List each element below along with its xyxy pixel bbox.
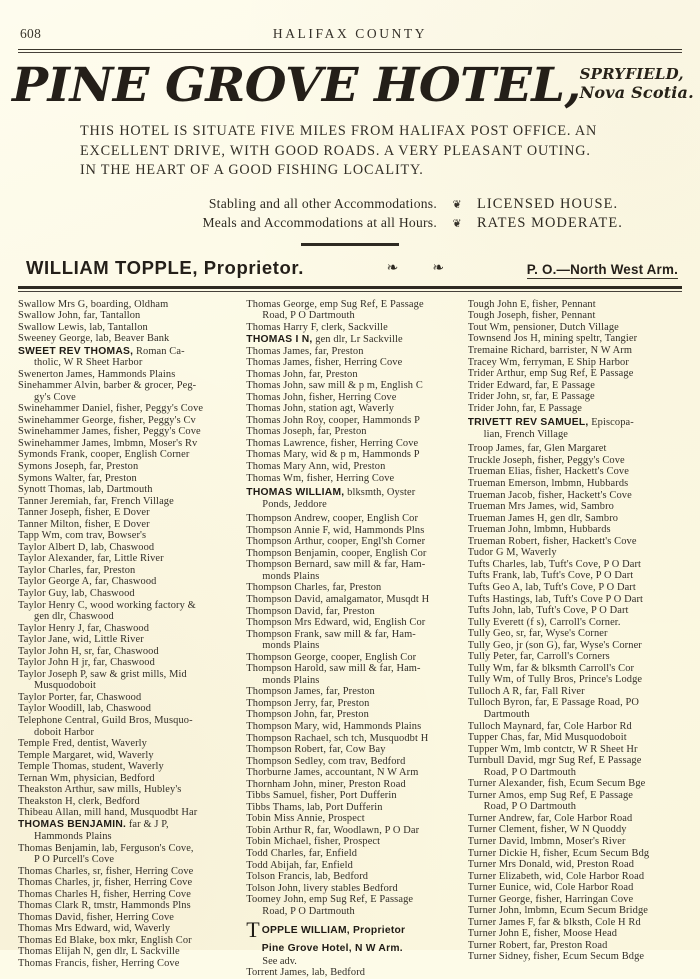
directory-entry: Taylor Joseph P, saw & grist mills, Mid Musquodoboit xyxy=(18,669,232,692)
directory-entry: Swinehammer James, lmbmn, Moser's Rv xyxy=(18,437,198,449)
directory-entry: Tobin Michael, fisher, Prospect xyxy=(246,836,381,848)
directory-entry: Thompson Harold, saw mill & far, Ham- monds Plains xyxy=(246,663,453,686)
directory-entry: Symonds Frank, cooper, English Corner xyxy=(18,449,190,461)
directory-entry-continuation: gen dlr, Chaswood xyxy=(34,611,114,623)
directory-entry: Turner Mrs Donald, wid, Preston Road xyxy=(467,859,635,871)
directory-entry: Taylor Jane, wid, Little River xyxy=(18,634,144,646)
directory-entry: Tough Joseph, fisher, Pennant xyxy=(467,310,596,322)
directory-entry: Thompson Frank, saw mill & far, Ham- monds Plains xyxy=(246,629,453,652)
directory-entry: Thompson Bernard, saw mill & far, Ham- monds Plains xyxy=(246,559,453,582)
directory-entry: Tully Everett (f s), Carroll's Corner. xyxy=(467,616,621,628)
directory-entry: TRIVETT REV SAMUEL, Episcopa- lian, French Village xyxy=(468,417,675,440)
directory-entry: Tracey Wm, ferryman, E Ship Harbor xyxy=(467,356,629,368)
directory-entry: Trueman Jacob, fisher, Hackett's Cove xyxy=(467,489,632,501)
directory-entry: Thomas John, far, Preston xyxy=(246,368,358,380)
directory-entry: Thomas Joseph, far, Preston xyxy=(246,426,367,438)
directory-entry: Thompson Benjamin, cooper, English Cor xyxy=(246,547,427,559)
directory-entry: Symons Walter, far, Preston xyxy=(18,472,137,484)
directory-entry: Thomas Wm, fisher, Herring Cove xyxy=(246,472,395,484)
see-advertisement-note: See adv. xyxy=(262,956,297,968)
directory-entry: Taylor Charles, far, Preston xyxy=(18,564,136,576)
directory-entry: Tufts John, lab, Tuft's Cove, P O Dart xyxy=(467,605,629,617)
directory-entry: Taylor Alexander, far, Little River xyxy=(18,553,164,565)
drop-cap-initial: T xyxy=(246,917,260,943)
directory-entry-name-bold: THOMAS I N, xyxy=(246,333,313,345)
advertisement-description-line: EXCELLENT DRIVE, WITH GOOD ROADS. A VERY PLEASANT OUTING. xyxy=(80,142,591,159)
directory-entry-continuation: Musquodoboit xyxy=(34,680,97,692)
directory-entry: Thomas Clark R, tmstr, Hammonds Plns xyxy=(18,900,191,912)
directory-entry-continuation: Ponds, Jeddore xyxy=(262,498,327,510)
advertisement-location xyxy=(580,66,694,109)
directory-entry: Thomas Charles, jr, fisher, Herring Cove xyxy=(18,877,193,889)
directory-entry: Temple Fred, dentist, Waverly xyxy=(18,738,147,750)
directory-entry: Troop James, far, Glen Margaret xyxy=(467,443,607,455)
directory-entry: Taylor Guy, lab, Chaswood xyxy=(18,588,135,599)
directory-entry: Thomas Charles, sr, fisher, Herring Cove xyxy=(18,865,194,877)
directory-entry: THOMAS I N, gen dlr, Lr Sackville xyxy=(246,333,403,345)
directory-entry: Thompson Mrs Edward, wid, English Cor xyxy=(246,617,426,629)
directory-entry: Thorburne James, accountant, N W Arm xyxy=(246,767,419,779)
advertisement-description-line: IN THE HEART OF A GOOD FISHING LOCALITY. xyxy=(80,162,424,179)
directory-entry: Thompson David, amalgamator, Musqdt H xyxy=(246,594,430,605)
directory-entry: Sinehammer Alvin, barber & grocer, Peg- gy's Cove xyxy=(18,380,232,403)
directory-entry: Swallow John, far, Tantallon xyxy=(18,310,141,322)
directory-entry: Telephone Central, Guild Bros, Musquo- doboit Harbor xyxy=(18,715,232,738)
directory-column-1 xyxy=(18,298,239,969)
directory-entry: Turner James F, far & blksth, Cole H Rd xyxy=(467,916,641,928)
directory-entry: Tupper Wm, lmb contctr, W R Sheet Hr xyxy=(467,743,638,755)
fleuron-ornament-icon: ❦ xyxy=(452,198,462,211)
directory-entry-continuation: Dartmouth xyxy=(483,708,530,720)
directory-entry: Thomas Benjamin, lab, Ferguson's Cove, P O Purcell's Cove xyxy=(18,843,232,866)
directory-entry: Turner John E, fisher, Moose Head xyxy=(467,928,618,940)
directory-entry: Thompson Mary, wid, Hammonds Plains xyxy=(246,721,422,733)
leaf-ornament-icon: ❧ xyxy=(386,260,399,276)
directory-entry: Turner Alexander, fish, Ecum Secum Bge xyxy=(467,778,646,790)
directory-entry: Thomas Mrs Edward, wid, Waverly xyxy=(18,923,171,935)
directory-entry: Tolson Francis, lab, Bedford xyxy=(246,871,369,883)
directory-entry: Turner Dickie H, fisher, Ecum Secum Bdg xyxy=(467,847,650,859)
leaf-ornament-icon: ❧ xyxy=(432,260,445,276)
directory-entry: Thomas John Roy, cooper, Hammonds P xyxy=(246,414,420,426)
directory-entry: Thomas Lawrence, fisher, Herring Cove xyxy=(246,437,419,449)
directory-entry: Swallow Lewis, lab, Tantallon xyxy=(18,321,148,333)
directory-entry: Temple Thomas, student, Waverly xyxy=(18,761,164,773)
directory-entry: Tanner Joseph, fisher, E Dover xyxy=(18,507,150,519)
directory-entry-continuation: Road, P O Dartmouth xyxy=(483,801,577,813)
advertisement-bottom-rule xyxy=(18,286,682,289)
directory-entry: Taylor Woodill, lab, Chaswood xyxy=(18,703,152,715)
directory-entry: Tufts Charles, lab, Tuft's Cove, P O Dart xyxy=(467,558,642,570)
directory-entry: Trueman James H, gen dlr, Sambro xyxy=(467,512,619,524)
directory-entry: Taylor Albert D, lab, Chaswood xyxy=(18,541,155,553)
directory-entry: Trider Edward, far, E Passage xyxy=(467,379,595,391)
directory-entry-continuation: monds Plains xyxy=(262,570,320,582)
directory-entry: Thomas George, emp Sug Ref, E Passage Road, P O Dartmouth xyxy=(246,299,453,322)
directory-entry-continuation: P O Purcell's Cove xyxy=(34,854,115,866)
directory-entry: Tulloch Byron, far, E Passage Road, PO Dartmouth xyxy=(468,697,675,720)
directory-entry: Thompson Arthur, cooper, Engl'sh Corner xyxy=(246,536,426,548)
directory-entry: Tanner Jeremiah, far, French Village xyxy=(18,495,174,507)
directory-entry: Turner David, lmbmn, Moser's River xyxy=(467,835,626,847)
directory-entry: Thomas James, fisher, Herring Cove xyxy=(246,357,403,369)
directory-entry: Turner John, lmbmn, Ecum Secum Bridge xyxy=(467,905,648,917)
directory-entry: Taylor Porter, far, Chaswood xyxy=(18,691,142,703)
directory-entry: Thomas John, saw mill & p m, English C xyxy=(246,380,423,392)
advertisement-location-province: Nova Scotia. xyxy=(579,83,694,103)
directory-entry-continuation: tholic, W R Sheet Harbor xyxy=(34,357,143,369)
directory-entry: Tudor G M, Waverly xyxy=(467,547,557,559)
directory-entry: Turner Clement, fisher, W N Quoddy xyxy=(467,824,627,836)
running-title: HALIFAX COUNTY xyxy=(272,26,428,41)
directory-entry: Toomey John, emp Sug Ref, E Passage Road, P O Dartmouth xyxy=(246,894,453,917)
directory-entry-dropcap xyxy=(246,917,453,968)
directory-entry: Tulloch A R, far, Fall River xyxy=(467,685,585,697)
directory-entry: Turner Sidney, fisher, Ecum Secum Bdge xyxy=(467,951,645,963)
directory-entry: Thompson David, far, Preston xyxy=(246,605,375,617)
directory-entry: Turnbull David, mgr Sug Ref, E Passage Road, P O Dartmouth xyxy=(468,755,675,778)
advertisement-term-right: LICENSED HOUSE. xyxy=(476,195,619,212)
post-office-address: P. O.—North West Arm. xyxy=(526,261,678,277)
directory-entry: Thomas Charles H, fisher, Herring Cove xyxy=(18,888,191,900)
directory-entry: Thomas Mary Ann, wid, Preston xyxy=(246,460,386,472)
advertisement-heading xyxy=(12,58,694,113)
directory-entry: Taylor John H, sr, far, Chaswood xyxy=(18,645,159,657)
directory-entry: Thomas John, fisher, Herring Cove xyxy=(246,391,397,403)
advertisement-title: PINE GROVE HOTEL, xyxy=(12,58,581,113)
directory-entry-continuation: doboit Harbor xyxy=(34,726,95,738)
directory-entry: Trueman Mrs James, wid, Sambro xyxy=(467,501,614,513)
directory-entry: THOMAS BENJAMIN. far & J P, Hammonds Plains xyxy=(18,819,232,842)
advertisement-bottom-rule-secondary xyxy=(18,291,682,292)
directory-entry: Thompson James, far, Preston xyxy=(246,686,375,698)
directory-entry: Tolson John, livery stables Bedford xyxy=(246,882,398,894)
proprietor-name: WILLIAM TOPPLE, Proprietor. xyxy=(26,256,304,278)
directory-entry-name-bold: THOMAS WILLIAM, xyxy=(246,487,345,499)
directory-entry: Trider John, far, E Passage xyxy=(467,402,583,414)
directory-entry: Thomas Harry F, clerk, Sackville xyxy=(246,321,388,333)
directory-entry: Tibbs Samuel, fisher, Port Dufferin xyxy=(246,790,397,802)
directory-entry: Taylor Henry C, wood working factory & gen dlr, Chaswood xyxy=(18,600,232,623)
directory-entry: Temple Margaret, wid, Waverly xyxy=(18,749,154,761)
directory-entry: Tapp Wm, com trav, Bowser's xyxy=(18,530,147,542)
directory-entry: Swenerton James, Hammonds Plains xyxy=(18,368,176,380)
advertisement-description xyxy=(18,122,682,181)
advertisement-location-town: SPRYFIELD, xyxy=(579,65,684,84)
directory-entry: THOMAS WILLIAM, blksmth, Oyster Ponds, Jeddore xyxy=(246,487,453,510)
directory-entry: Turner Elizabeth, wid, Cole Harbor Road xyxy=(467,870,645,882)
advertisement-term-left: Stabling and all other Accommodations. xyxy=(208,196,437,212)
footer-ornaments xyxy=(387,260,444,277)
directory-entry-continuation: Hammonds Plains xyxy=(34,830,112,842)
directory-entry: SWEET REV THOMAS, Roman Ca- tholic, W R Sheet Harbor xyxy=(18,346,232,369)
advertisement-term-left: Meals and Accommodations at all Hours. xyxy=(202,215,437,231)
directory-entry: Tough John E, fisher, Pennant xyxy=(467,298,596,310)
directory-columns xyxy=(18,298,682,979)
directory-entry: Thompson Andrew, cooper, English Cor xyxy=(246,513,419,525)
directory-entry: Tremaine Richard, barrister, N W Arm xyxy=(467,345,633,357)
directory-entry: Trueman John, lmbmn, Hubbards xyxy=(467,524,611,536)
directory-entry: Thomas Ed Blake, box mkr, English Cor xyxy=(18,934,192,946)
directory-entry: Tulloch Maynard, far, Cole Harbor Rd xyxy=(467,720,632,732)
directory-entry-continuation: monds Plains xyxy=(262,640,320,652)
directory-entry: Symons Joseph, far, Preston xyxy=(18,460,139,472)
directory-entry: Trider John, sr, far, E Passage xyxy=(467,391,595,403)
directory-entry: Thomas Francis, fisher, Herring Cove xyxy=(18,958,180,969)
directory-entry-name-bold: THOMAS BENJAMIN. xyxy=(18,819,127,831)
directory-entry: Thomas David, fisher, Herring Cove xyxy=(18,911,175,923)
directory-entry: Truckle Joseph, fisher, Peggy's Cove xyxy=(467,454,625,466)
directory-entry: Tully Peter, far, Carroll's Corners xyxy=(467,651,610,663)
page-folio-number: 608 xyxy=(20,26,42,41)
directory-entry: Theakston Arthur, saw mills, Hubley's xyxy=(18,784,182,796)
directory-entry: Synott Thomas, lab, Dartmouth xyxy=(18,484,153,496)
directory-entry: Thompson Charles, far, Preston xyxy=(246,582,382,594)
directory-entry: Taylor George A, far, Chaswood xyxy=(18,576,157,588)
directory-entry: Turner Amos, emp Sug Ref, E Passage Road, P O Dartmouth xyxy=(468,790,675,813)
directory-entry: Tully Wm, far & blksmth Carroll's Cor xyxy=(467,662,635,674)
directory-entry: Tobin Arthur R, far, Woodlawn, P O Dar xyxy=(246,824,420,836)
advertisement-description-line: THIS HOTEL IS SITUATE FIVE MILES FROM HALIFAX POST OFFICE. AN xyxy=(80,123,598,140)
directory-entry: Sweeney George, lab, Beaver Bank xyxy=(18,333,170,345)
directory-entry: Trueman Elias, fisher, Hackett's Cove xyxy=(467,466,629,478)
directory-entry: Taylor John H jr, far, Chaswood xyxy=(18,657,155,669)
directory-entry-name-bold: SWEET REV THOMAS, xyxy=(18,345,134,357)
directory-column-3 xyxy=(461,298,682,963)
directory-entry: Thompson Sedley, com trav, Bedford xyxy=(246,755,406,767)
advertisement-divider-rule xyxy=(301,243,399,246)
directory-entry: Torrent James, lab, Bedford xyxy=(246,967,366,979)
directory-entry-continuation: monds Plains xyxy=(262,674,320,686)
directory-entry: Tufts Frank, lab, Tuft's Cove, P O Dart xyxy=(467,570,634,582)
directory-entry: Thompson Jerry, far, Preston xyxy=(246,697,370,709)
directory-entry: Tupper Chas, far, Mid Musquodoboit xyxy=(467,732,627,744)
directory-entry: Tanner Milton, fisher, E Dover xyxy=(18,518,150,530)
directory-entry: Townsend Jos H, mining speltr, Tangier xyxy=(467,333,638,345)
directory-entry: Tufts Geo A, lab, Tuft's Cove, P O Dart xyxy=(467,581,636,593)
directory-entry: Thornham John, miner, Preston Road xyxy=(246,778,406,790)
directory-entry: Thomas Mary, wid & p m, Hammonds P xyxy=(246,449,420,461)
running-head xyxy=(18,0,682,40)
directory-entry: Turner George, fisher, Harringan Cove xyxy=(467,893,634,905)
directory-entry-continuation: gy's Cove xyxy=(34,391,76,403)
directory-column-2 xyxy=(239,298,460,979)
advertisement-footer xyxy=(18,257,682,279)
directory-entry: Swinehammer Daniel, fisher, Peggy's Cove xyxy=(18,403,204,415)
directory-entry: Thompson John, far, Preston xyxy=(246,709,369,721)
directory-entry: Thomas James, far, Preston xyxy=(246,345,364,357)
directory-entry: Ternan Wm, physician, Bedford xyxy=(18,772,155,784)
directory-entry: Turner Eunice, wid, Cole Harbor Road xyxy=(467,882,634,894)
directory-entry: Tibbs Thams, lab, Port Dufferin xyxy=(246,801,383,813)
directory-entry: Tout Wm, pensioner, Dutch Village xyxy=(467,321,619,333)
advertisement-term-right: RATES MODERATE. xyxy=(476,214,624,231)
directory-entry: Taylor Henry J, far, Chaswood xyxy=(18,622,150,634)
directory-entry: Tully Geo, jr (son G), far, Wyse's Corner xyxy=(467,639,642,651)
advertisement-terms xyxy=(18,196,682,232)
directory-entry: Trider Arthur, emp Sug Ref, E Passage xyxy=(467,368,634,380)
header-rule xyxy=(18,49,682,50)
directory-entry-continuation: lian, French Village xyxy=(483,428,568,440)
directory-entry-continuation: Road, P O Dartmouth xyxy=(483,766,577,778)
directory-entry: Tully Geo, sr, far, Wyse's Corner xyxy=(467,628,608,640)
directory-entry: Turner Robert, far, Preston Road xyxy=(467,939,608,951)
directory-entry-continuation: Road, P O Dartmouth xyxy=(262,905,355,917)
directory-entry: Swallow Mrs G, boarding, Oldham xyxy=(18,298,169,310)
directory-entry: Thibeau Allan, mill hand, Musquodbt Har xyxy=(18,807,198,819)
directory-entry: Thomas Elijah N, gen dlr, L Sackville xyxy=(18,946,180,958)
directory-entry: Thomas John, station agt, Waverly xyxy=(246,403,395,415)
directory-entry-dropcap-body: OPPLE WILLIAM, Proprietor xyxy=(261,925,406,937)
directory-entry: Thompson George, cooper, English Cor xyxy=(246,651,417,663)
directory-entry: Thompson Rachael, sch tch, Musquodbt H xyxy=(246,732,429,744)
directory-entry-continuation: Road, P O Dartmouth xyxy=(262,310,355,322)
directory-entry-dropcap-body-line2: Pine Grove Hotel, N W Arm. xyxy=(261,943,403,955)
directory-entry: Thompson Robert, far, Cow Bay xyxy=(246,744,386,756)
fleuron-ornament-icon: ❦ xyxy=(452,217,462,230)
directory-entry: Todd Abijah, far, Enfield xyxy=(246,859,353,871)
directory-entry: Tufts Hastings, lab, Tuft's Cove P O Dart xyxy=(467,593,644,605)
directory-entry: Trueman Emerson, lmbmn, Hubbards xyxy=(467,478,629,490)
directory-entry: Todd Charles, far, Enfield xyxy=(246,848,358,860)
directory-entry: Trueman Robert, fisher, Hackett's Cove xyxy=(467,535,637,547)
directory-entry-name-bold: TRIVETT REV SAMUEL, xyxy=(467,417,589,429)
directory-entry: Swinehammer George, fisher, Peggy's Cv xyxy=(18,414,196,426)
directory-entry: Swinehammer James, fisher, Peggy's Cove xyxy=(18,426,201,438)
directory-entry: Thompson Annie F, wid, Hammonds Plns xyxy=(246,524,425,536)
directory-entry: Theakston H, clerk, Bedford xyxy=(18,795,140,807)
advertisement-block xyxy=(12,53,694,279)
directory-entry: Tobin Miss Annie, Prospect xyxy=(246,813,365,825)
directory-entry: Tully Wm, of Tully Bros, Prince's Lodge xyxy=(467,674,643,686)
directory-entry: Turner Andrew, far, Cole Harbor Road xyxy=(467,812,633,824)
